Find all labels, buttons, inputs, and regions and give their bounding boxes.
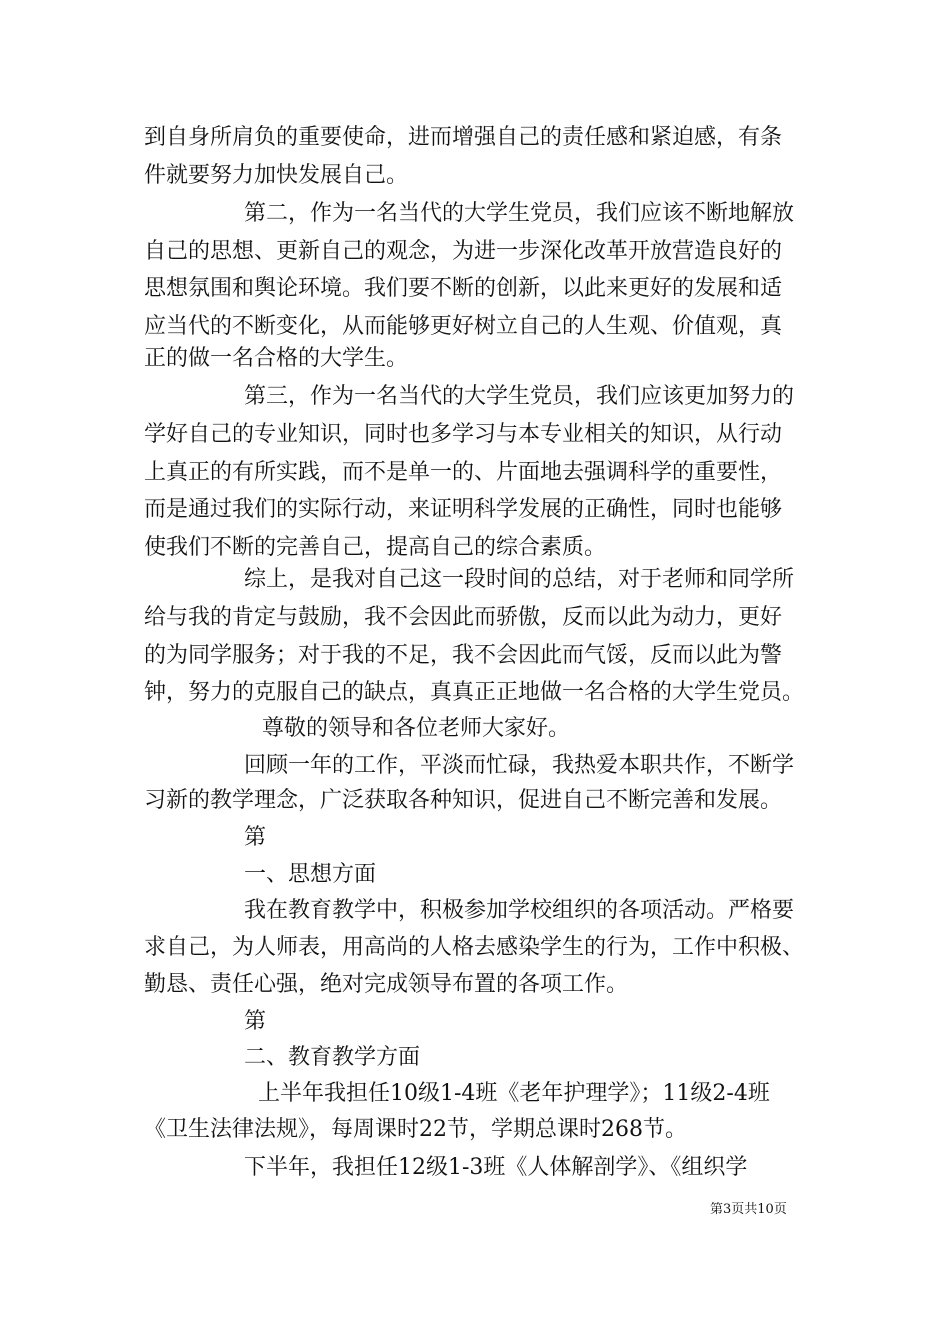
text-line: 上真正的有所实践，而不是单一的、片面地去强调科学的重要性，: [144, 460, 783, 485]
text-line: 应当代的不断变化，从而能够更好树立自己的人生观、价值观，真: [144, 314, 783, 339]
text-line: 回顾一年的工作，平淡而忙碌，我热爱本职共作，不断学: [244, 753, 795, 778]
page-number: 第3页共10页: [710, 1202, 787, 1217]
text-line: 《卫生法律法规》，每周课时22节，学期总课时268节。: [144, 1117, 687, 1142]
text-line: 上半年我担任10级1-4班《老年护理学》；11级2-4班: [258, 1081, 770, 1106]
text-line: 求自己，为人师表，用高尚的人格去感染学生的行为，工作中积极、: [144, 935, 805, 960]
section-heading: 二、教育教学方面: [244, 1045, 421, 1070]
text-line: 的为同学服务；对于我的不足，我不会因此而气馁，反而以此为警: [144, 643, 783, 668]
text-line: 学好自己的专业知识，同时也多学习与本专业相关的知识，从行动: [144, 422, 783, 447]
text-line: 第二，作为一名当代的大学生党员，我们应该不断地解放: [244, 201, 795, 226]
text-line: 习新的教学理念，广泛获取各种知识，促进自己不断完善和发展。: [144, 788, 783, 813]
text-line: 尊敬的领导和各位老师大家好。: [262, 716, 571, 741]
text-line: 件就要努力加快发展自己。: [144, 163, 409, 188]
text-line: 勤恳、责任心强，绝对完成领导布置的各项工作。: [144, 972, 629, 997]
text-line: 自己的思想、更新自己的观念，为进一步深化改革开放营造良好的: [144, 239, 783, 264]
section-heading: 一、思想方面: [244, 862, 377, 887]
text-line: 第: [244, 1009, 267, 1034]
text-line: 而是通过我们的实际行动，来证明科学发展的正确性，同时也能够: [144, 497, 783, 522]
text-line: 下半年，我担任12级1-3班《人体解剖学》、《组织学: [244, 1155, 748, 1180]
text-line: 思想氛围和舆论环境。我们要不断的创新，以此来更好的发展和适: [144, 276, 783, 301]
text-line: 钟，努力的克服自己的缺点，真真正正地做一名合格的大学生党员。: [144, 680, 805, 705]
text-line: 正的做一名合格的大学生。: [144, 346, 409, 371]
text-line: 使我们不断的完善自己，提高自己的综合素质。: [144, 535, 607, 560]
text-line: 我在教育教学中，积极参加学校组织的各项活动。严格要: [244, 898, 795, 923]
text-line: 第三，作为一名当代的大学生党员，我们应该更加努力的: [244, 384, 795, 409]
text-line: 给与我的肯定与鼓励，我不会因此而骄傲，反而以此为动力，更好: [144, 605, 783, 630]
text-line: 到自身所肩负的重要使命，进而增强自己的责任感和紧迫感，有条: [144, 125, 783, 150]
text-line: 第: [244, 825, 267, 850]
text-line: 综上，是我对自己这一段时间的总结，对于老师和同学所: [244, 567, 795, 592]
